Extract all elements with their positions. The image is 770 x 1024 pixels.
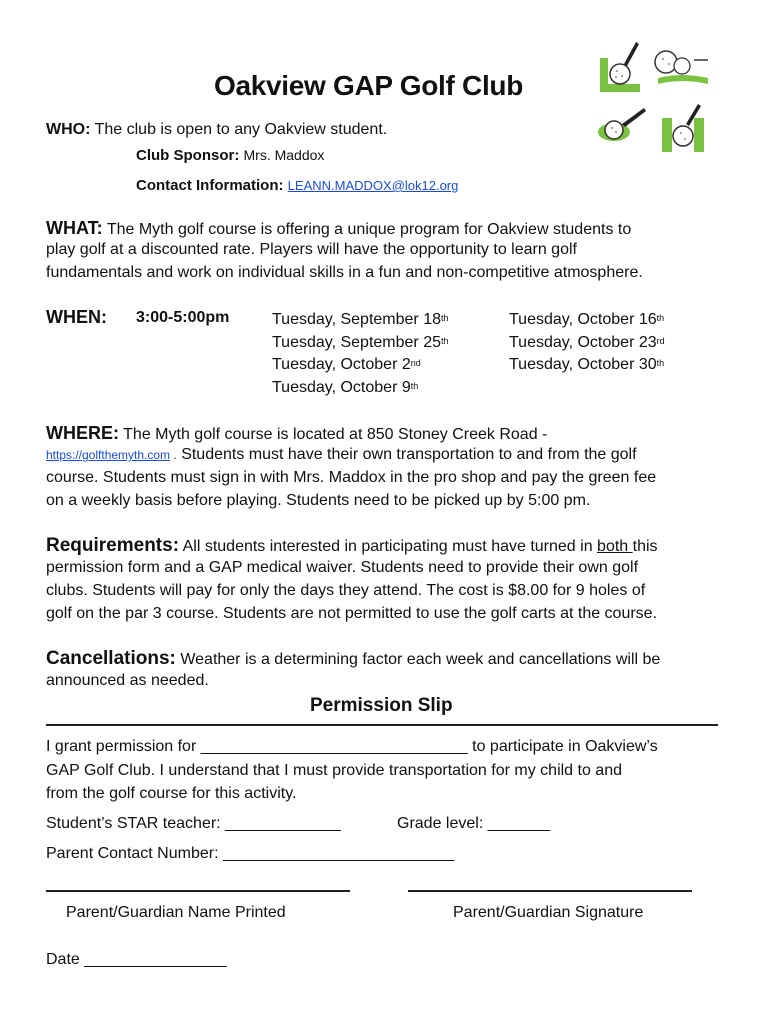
sponsor-value: Mrs. Maddox (243, 147, 325, 163)
who-text: The club is open to any Oakview student. (94, 121, 388, 138)
golf-ball-tee-icon (652, 44, 714, 90)
contact-line (136, 177, 458, 194)
golf-flag-swing-icon (656, 100, 712, 156)
golf-club-ball-icon (594, 104, 650, 152)
date-item: Tuesday, October 23rd (509, 333, 665, 351)
name-printed-line[interactable] (46, 890, 350, 892)
requirements-line-4: golf on the par 3 course. Students are not permitted to use the golf carts at the course. (46, 605, 658, 622)
cancellations-line-2: announced as needed. (46, 672, 209, 689)
date-item: Tuesday, October 9th (272, 378, 419, 396)
sponsor-line (136, 147, 324, 164)
golf-flag-icon (596, 38, 644, 96)
what-line-2: play golf at a discounted rate. Players will have the opportunity to learn golf (46, 241, 577, 258)
golf-course-link[interactable]: https://golfthemyth.com (46, 448, 171, 462)
where-line-1 (46, 423, 547, 444)
date-field[interactable]: Date ________________ (46, 951, 227, 968)
where-text-1: The Myth golf course is located at 850 Stoney Creek Road - (123, 426, 548, 443)
grade-level-field[interactable]: Grade level: _______ (397, 815, 550, 832)
where-label: WHERE: (46, 423, 119, 443)
slip-title: Permission Slip (310, 695, 453, 716)
where-line-3: course. Students must sign in with Mrs. Maddox in the pro shop and pay the green fee (46, 469, 657, 486)
requirements-line-1: Requirements: All students interested in participating must have turned in both this (46, 535, 658, 556)
what-line-3: fundamentals and work on individual skills in a fun and non-competitive atmosphere. (46, 264, 643, 281)
where-line-2: https://golfthemyth.com . Students must have their own transportation to and from the golf (46, 446, 637, 463)
date-item: Tuesday, October 16th (509, 311, 665, 328)
date-item: Tuesday, September 25th (272, 333, 449, 351)
who-label: WHO: (46, 121, 91, 138)
date-item: Tuesday, September 18th (272, 311, 449, 328)
requirements-line-3: clubs. Students will pay for only the days they attend. The cost is $8.00 for 9 holes of (46, 582, 646, 599)
where-text-2: Students must have their own transportation to and from the golf (181, 446, 637, 463)
requirements-line-2: permission form and a GAP medical waiver. Students need to provide their own golf (46, 559, 639, 576)
date-item: Tuesday, October 30th (509, 356, 665, 373)
signature-label: Parent/Guardian Signature (453, 904, 644, 921)
cancellations-label: Cancellations: (46, 648, 176, 669)
cancellations-line-1: Cancellations: Weather is a determining factor each week and cancellations will be (46, 648, 661, 669)
slip-line-1: I grant permission for ______________________________ to participate in Oakview’s (46, 738, 658, 755)
who-line (46, 121, 387, 139)
where-line-4: on a weekly basis before playing. Students need to be picked up by 5:00 pm. (46, 492, 591, 509)
signature-line[interactable] (408, 890, 692, 892)
page-title: Oakview GAP Golf Club (214, 70, 524, 101)
parent-contact-field[interactable]: Parent Contact Number: __________________________ (46, 845, 455, 862)
when-time: 3:00-5:00pm (136, 309, 230, 326)
what-text-1: The Myth golf course is offering a unique program for Oakview students to (106, 221, 632, 238)
date-list-1 (272, 309, 449, 399)
slip-line-2: GAP Golf Club. I understand that I must provide transportation for my child to and (46, 762, 622, 779)
when-label: WHEN: (46, 307, 107, 327)
what-label: WHAT: (46, 218, 103, 238)
sponsor-label: Club Sponsor: (136, 147, 240, 164)
name-printed-label: Parent/Guardian Name Printed (66, 904, 286, 921)
requirements-label: Requirements: (46, 535, 180, 556)
what-line-1 (46, 218, 631, 239)
star-teacher-field[interactable]: Student’s STAR teacher: _____________ (46, 815, 341, 832)
contact-label: Contact Information: (136, 177, 284, 194)
slip-line-3: from the golf course for this activity. (46, 785, 297, 802)
divider (46, 724, 718, 726)
contact-email-link[interactable]: LEANN.MADDOX@lok12.org (287, 178, 459, 193)
date-item: Tuesday, October 2nd (272, 356, 421, 373)
date-list-2 (509, 309, 665, 377)
